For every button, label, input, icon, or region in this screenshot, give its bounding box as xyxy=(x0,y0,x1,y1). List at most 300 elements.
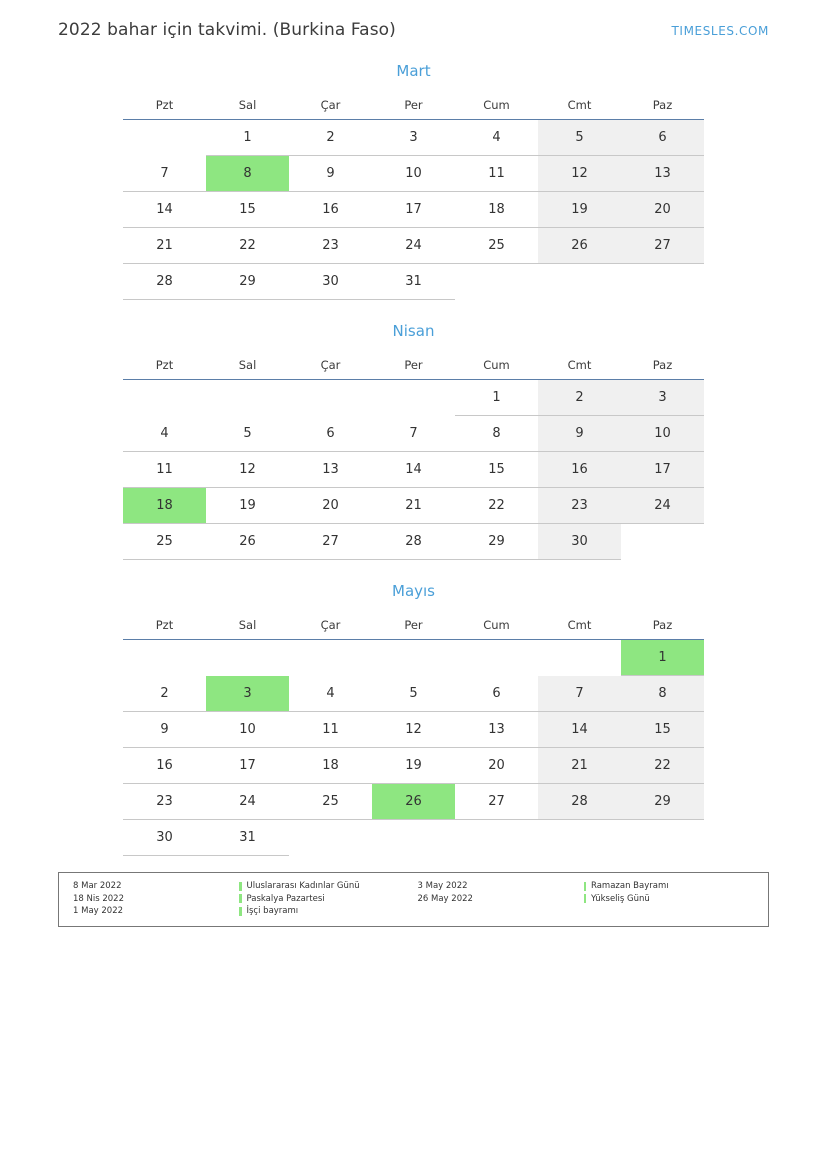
day-number: 1 xyxy=(243,130,252,145)
day-cell-empty xyxy=(123,380,206,416)
week-row xyxy=(123,784,704,820)
week-row xyxy=(123,524,704,560)
legend-item-name: Paskalya Pazartesi xyxy=(246,893,325,904)
day-number: 10 xyxy=(239,722,256,737)
day-number: 12 xyxy=(239,462,256,477)
day-cell[interactable] xyxy=(455,192,538,228)
day-number: 21 xyxy=(571,758,588,773)
day-number: 21 xyxy=(156,238,173,253)
day-cell[interactable] xyxy=(621,452,704,488)
months-container xyxy=(0,62,827,856)
day-cell-empty xyxy=(455,640,538,676)
day-cell[interactable] xyxy=(372,452,455,488)
day-number: 24 xyxy=(405,238,422,253)
day-cell-empty xyxy=(206,640,289,676)
day-cell[interactable] xyxy=(206,820,289,856)
day-cell-empty xyxy=(289,640,372,676)
day-number: 15 xyxy=(488,462,505,477)
day-cell-empty xyxy=(206,380,289,416)
day-cell-empty xyxy=(538,264,621,300)
day-number xyxy=(455,640,538,675)
day-cell-empty xyxy=(621,820,704,856)
day-number: 7 xyxy=(160,165,169,181)
day-cell[interactable] xyxy=(455,488,538,524)
day-number: 9 xyxy=(575,426,584,441)
day-number: 19 xyxy=(571,202,588,217)
weekday-header-sal: Sal xyxy=(206,354,289,380)
day-number: 13 xyxy=(322,462,339,477)
day-number: 20 xyxy=(488,758,505,773)
weekday-header-cmt: Cmt xyxy=(538,614,621,640)
day-cell[interactable] xyxy=(455,380,538,416)
day-number: 8 xyxy=(492,426,501,441)
day-cell[interactable] xyxy=(372,192,455,228)
day-cell[interactable] xyxy=(289,748,372,784)
day-cell-holiday[interactable] xyxy=(206,156,289,192)
day-number: 4 xyxy=(326,685,335,701)
weekday-header-cum: Cum xyxy=(455,614,538,640)
legend-item xyxy=(414,880,759,893)
week-row xyxy=(123,452,704,488)
day-cell-empty xyxy=(538,820,621,856)
day-cell-empty xyxy=(289,820,372,856)
day-cell[interactable] xyxy=(538,452,621,488)
day-cell[interactable] xyxy=(538,228,621,264)
week-row xyxy=(123,120,704,156)
day-cell[interactable] xyxy=(621,192,704,228)
day-number: 15 xyxy=(239,202,256,217)
page-title: 2022 bahar için takvimi. (Burkina Faso) xyxy=(58,20,396,40)
day-number: 8 xyxy=(206,156,289,191)
day-cell[interactable] xyxy=(372,488,455,524)
day-number: 10 xyxy=(654,426,671,441)
day-cell[interactable] xyxy=(621,416,704,452)
legend-item-date: 18 Nis 2022 xyxy=(73,893,124,904)
day-cell-empty xyxy=(621,264,704,300)
legend-color-swatch xyxy=(584,894,587,903)
day-number: 16 xyxy=(156,758,173,773)
weekday-header-cum: Cum xyxy=(455,354,538,380)
day-cell-holiday[interactable] xyxy=(621,640,704,676)
day-number: 11 xyxy=(322,722,339,737)
day-number: 21 xyxy=(405,498,422,513)
day-cell[interactable] xyxy=(289,784,372,820)
day-cell[interactable] xyxy=(123,452,206,488)
legend-color-swatch xyxy=(239,894,242,903)
day-number: 22 xyxy=(488,498,505,513)
day-cell[interactable] xyxy=(621,712,704,748)
week-row xyxy=(123,748,704,784)
day-cell[interactable] xyxy=(372,156,455,192)
day-number: 28 xyxy=(156,274,173,289)
day-number: 29 xyxy=(239,274,256,289)
week-row xyxy=(123,156,704,192)
day-number: 15 xyxy=(654,722,671,737)
day-number xyxy=(538,820,621,855)
weekday-header-çar: Çar xyxy=(289,614,372,640)
weekday-header-paz: Paz xyxy=(621,614,704,640)
day-cell-empty xyxy=(372,640,455,676)
day-number: 4 xyxy=(160,425,169,441)
day-cell[interactable] xyxy=(621,120,704,156)
day-number: 11 xyxy=(488,166,505,181)
day-cell-empty xyxy=(455,820,538,856)
brand-label: TIMESLES.COM xyxy=(671,24,769,38)
day-cell[interactable] xyxy=(289,676,372,712)
day-number: 30 xyxy=(156,830,173,845)
legend-column-left xyxy=(69,880,414,918)
day-number: 27 xyxy=(654,238,671,253)
legend-item-name: Uluslararası Kadınlar Günü xyxy=(246,881,360,891)
day-number: 16 xyxy=(322,202,339,217)
day-number: 14 xyxy=(405,462,422,477)
day-cell[interactable] xyxy=(455,748,538,784)
legend-item-date: 8 Mar 2022 xyxy=(73,881,122,891)
day-cell[interactable] xyxy=(372,264,455,300)
day-number: 19 xyxy=(239,498,256,513)
day-cell[interactable] xyxy=(123,676,206,712)
day-number: 9 xyxy=(326,166,335,181)
day-cell[interactable] xyxy=(538,416,621,452)
day-cell[interactable] xyxy=(289,712,372,748)
month-title: Nisan xyxy=(392,322,435,340)
day-number: 19 xyxy=(405,758,422,773)
day-cell[interactable] xyxy=(455,452,538,488)
month-title: Mart xyxy=(396,62,431,80)
week-row xyxy=(123,264,704,300)
day-cell-empty xyxy=(538,640,621,676)
day-number xyxy=(289,380,372,415)
legend-item-name: Yükseliş Günü xyxy=(591,893,650,904)
day-number xyxy=(372,820,455,855)
weekday-header-pzt: Pzt xyxy=(123,354,206,380)
day-cell[interactable] xyxy=(123,192,206,228)
day-cell[interactable] xyxy=(206,784,289,820)
day-cell[interactable] xyxy=(289,452,372,488)
day-cell[interactable] xyxy=(289,120,372,156)
weekday-header-çar: Çar xyxy=(289,94,372,120)
day-number xyxy=(289,640,372,675)
day-number: 29 xyxy=(654,794,671,809)
day-number: 1 xyxy=(621,640,704,675)
day-cell[interactable] xyxy=(289,156,372,192)
day-number: 26 xyxy=(372,784,455,819)
day-number: 22 xyxy=(239,238,256,253)
day-number xyxy=(621,820,704,855)
month-block xyxy=(58,582,769,856)
day-number: 30 xyxy=(322,274,339,289)
day-cell[interactable] xyxy=(455,416,538,452)
week-row xyxy=(123,416,704,452)
day-cell-holiday[interactable] xyxy=(123,488,206,524)
day-number: 14 xyxy=(156,202,173,217)
day-number: 28 xyxy=(571,794,588,809)
day-cell[interactable] xyxy=(123,524,206,560)
legend-item-date: 1 May 2022 xyxy=(73,906,124,916)
day-cell[interactable] xyxy=(123,820,206,856)
day-number: 25 xyxy=(322,794,339,809)
day-cell[interactable] xyxy=(621,748,704,784)
day-number xyxy=(123,120,206,155)
day-cell-empty xyxy=(621,524,704,560)
day-cell[interactable] xyxy=(289,416,372,452)
day-cell[interactable] xyxy=(206,488,289,524)
day-cell[interactable] xyxy=(621,156,704,192)
legend-item xyxy=(414,893,759,906)
day-cell[interactable] xyxy=(123,156,206,192)
day-cell[interactable] xyxy=(621,228,704,264)
week-row xyxy=(123,712,704,748)
day-number: 22 xyxy=(654,758,671,773)
weekday-header-row xyxy=(123,354,704,380)
day-cell-empty xyxy=(372,820,455,856)
day-number: 25 xyxy=(488,238,505,253)
day-cell-empty xyxy=(289,380,372,416)
week-row xyxy=(123,228,704,264)
day-cell[interactable] xyxy=(372,676,455,712)
day-cell[interactable] xyxy=(123,784,206,820)
day-number: 18 xyxy=(322,758,339,773)
day-cell[interactable] xyxy=(206,192,289,228)
weekday-header-cum: Cum xyxy=(455,94,538,120)
weekday-header-paz: Paz xyxy=(621,94,704,120)
day-number: 2 xyxy=(326,130,335,145)
day-cell[interactable] xyxy=(455,156,538,192)
day-cell-holiday[interactable] xyxy=(372,784,455,820)
day-number: 3 xyxy=(206,676,289,711)
legend-item-date: 3 May 2022 xyxy=(417,881,468,891)
day-cell-empty xyxy=(123,640,206,676)
legend-item xyxy=(69,893,414,906)
day-number: 23 xyxy=(322,238,339,253)
day-cell[interactable] xyxy=(372,228,455,264)
day-cell[interactable] xyxy=(538,524,621,560)
day-cell[interactable] xyxy=(621,488,704,524)
day-number: 24 xyxy=(654,498,671,513)
day-number: 3 xyxy=(409,130,418,145)
weekday-header-per: Per xyxy=(372,94,455,120)
day-number: 27 xyxy=(322,534,339,549)
day-number: 26 xyxy=(571,238,588,253)
week-row xyxy=(123,640,704,676)
day-cell[interactable] xyxy=(123,228,206,264)
day-number: 12 xyxy=(405,722,422,737)
day-cell[interactable] xyxy=(538,380,621,416)
weekday-header-paz: Paz xyxy=(621,354,704,380)
day-number: 6 xyxy=(658,130,667,145)
day-number: 2 xyxy=(575,390,584,405)
day-number xyxy=(206,380,289,415)
day-number: 17 xyxy=(654,462,671,477)
day-number: 16 xyxy=(571,462,588,477)
weekday-header-pzt: Pzt xyxy=(123,614,206,640)
weekday-header-row xyxy=(123,614,704,640)
day-cell[interactable] xyxy=(621,676,704,712)
day-number: 14 xyxy=(571,722,588,737)
day-number: 30 xyxy=(571,534,588,549)
day-number: 2 xyxy=(160,685,169,701)
day-cell[interactable] xyxy=(206,452,289,488)
day-cell[interactable] xyxy=(455,784,538,820)
day-cell[interactable] xyxy=(621,380,704,416)
day-number: 3 xyxy=(658,390,667,405)
day-number: 27 xyxy=(488,794,505,809)
day-cell[interactable] xyxy=(289,192,372,228)
day-cell[interactable] xyxy=(455,676,538,712)
day-number xyxy=(123,380,206,415)
day-number: 5 xyxy=(409,685,418,701)
day-cell[interactable] xyxy=(289,524,372,560)
weekday-header-per: Per xyxy=(372,354,455,380)
weekday-header-çar: Çar xyxy=(289,354,372,380)
day-cell[interactable] xyxy=(455,712,538,748)
day-cell[interactable] xyxy=(206,228,289,264)
day-cell[interactable] xyxy=(206,748,289,784)
day-cell[interactable] xyxy=(289,488,372,524)
day-cell[interactable] xyxy=(372,416,455,452)
day-number: 12 xyxy=(571,166,588,181)
day-number: 4 xyxy=(492,130,501,145)
day-cell[interactable] xyxy=(455,120,538,156)
week-row xyxy=(123,192,704,228)
day-number: 10 xyxy=(405,166,422,181)
day-number: 5 xyxy=(243,425,252,441)
day-cell[interactable] xyxy=(123,416,206,452)
day-cell[interactable] xyxy=(123,712,206,748)
day-cell[interactable] xyxy=(538,784,621,820)
day-number: 18 xyxy=(488,202,505,217)
day-number: 6 xyxy=(326,425,335,441)
day-number: 18 xyxy=(123,488,206,523)
day-cell[interactable] xyxy=(538,676,621,712)
legend-item xyxy=(69,880,414,893)
legend xyxy=(58,872,769,927)
day-number: 24 xyxy=(239,794,256,809)
day-number: 23 xyxy=(571,498,588,513)
day-cell[interactable] xyxy=(538,120,621,156)
month-grid xyxy=(123,614,704,856)
week-row xyxy=(123,488,704,524)
week-row xyxy=(123,380,704,416)
day-cell[interactable] xyxy=(538,712,621,748)
day-cell[interactable] xyxy=(538,156,621,192)
day-cell[interactable] xyxy=(372,524,455,560)
day-number: 25 xyxy=(156,534,173,549)
day-number: 20 xyxy=(322,498,339,513)
day-number xyxy=(455,820,538,855)
day-cell[interactable] xyxy=(206,120,289,156)
legend-item xyxy=(69,905,414,918)
day-cell[interactable] xyxy=(372,120,455,156)
legend-color-swatch xyxy=(239,907,242,916)
day-number: 17 xyxy=(239,758,256,773)
day-cell[interactable] xyxy=(206,416,289,452)
day-number: 23 xyxy=(156,794,173,809)
day-cell-holiday[interactable] xyxy=(206,676,289,712)
day-cell[interactable] xyxy=(538,488,621,524)
day-cell[interactable] xyxy=(455,228,538,264)
month-title: Mayıs xyxy=(392,582,435,600)
day-number xyxy=(621,524,704,559)
day-number xyxy=(621,264,704,299)
day-number xyxy=(372,640,455,675)
day-number xyxy=(538,640,621,675)
day-cell[interactable] xyxy=(538,192,621,228)
day-number: 29 xyxy=(488,534,505,549)
day-cell[interactable] xyxy=(372,712,455,748)
week-row xyxy=(123,820,704,856)
day-number xyxy=(123,640,206,675)
day-number: 8 xyxy=(658,686,667,701)
day-number: 17 xyxy=(405,202,422,217)
week-row xyxy=(123,676,704,712)
weekday-header-pzt: Pzt xyxy=(123,94,206,120)
day-number xyxy=(455,264,538,299)
day-number: 31 xyxy=(405,274,422,289)
day-number: 26 xyxy=(239,534,256,549)
weekday-header-cmt: Cmt xyxy=(538,354,621,380)
legend-item-name: Ramazan Bayramı xyxy=(591,881,669,891)
day-cell[interactable] xyxy=(206,264,289,300)
day-number: 13 xyxy=(488,722,505,737)
day-cell[interactable] xyxy=(538,748,621,784)
day-number: 7 xyxy=(575,685,584,701)
weekday-header-sal: Sal xyxy=(206,614,289,640)
weekday-header-per: Per xyxy=(372,614,455,640)
weekday-header-cmt: Cmt xyxy=(538,94,621,120)
day-cell[interactable] xyxy=(621,784,704,820)
month-grid xyxy=(123,94,704,300)
day-cell-empty xyxy=(372,380,455,416)
day-cell[interactable] xyxy=(289,228,372,264)
month-grid xyxy=(123,354,704,560)
day-cell[interactable] xyxy=(289,264,372,300)
day-number xyxy=(538,264,621,299)
weekday-header-row xyxy=(123,94,704,120)
day-number: 7 xyxy=(409,425,418,441)
day-number: 13 xyxy=(654,166,671,181)
legend-column-right xyxy=(414,880,759,918)
day-number: 6 xyxy=(492,685,501,701)
day-number: 20 xyxy=(654,202,671,217)
day-cell-empty xyxy=(123,120,206,156)
day-number xyxy=(289,820,372,855)
page-header xyxy=(0,0,827,40)
day-cell[interactable] xyxy=(372,748,455,784)
day-number xyxy=(372,380,455,415)
day-number: 9 xyxy=(160,722,169,737)
weekday-header-sal: Sal xyxy=(206,94,289,120)
legend-color-swatch xyxy=(584,882,587,891)
day-number: 11 xyxy=(156,462,173,477)
day-cell[interactable] xyxy=(206,712,289,748)
legend-item-name: İşçi bayramı xyxy=(246,906,299,916)
day-number: 31 xyxy=(239,830,256,845)
day-cell[interactable] xyxy=(206,524,289,560)
day-cell[interactable] xyxy=(123,748,206,784)
day-number: 28 xyxy=(405,534,422,549)
month-block xyxy=(58,62,769,300)
day-number: 5 xyxy=(575,130,584,145)
day-number: 1 xyxy=(492,390,501,405)
day-cell[interactable] xyxy=(455,524,538,560)
day-cell[interactable] xyxy=(123,264,206,300)
day-cell-empty xyxy=(455,264,538,300)
legend-item-date: 26 May 2022 xyxy=(417,893,473,904)
month-block xyxy=(58,322,769,560)
day-number xyxy=(206,640,289,675)
legend-color-swatch xyxy=(239,882,242,891)
